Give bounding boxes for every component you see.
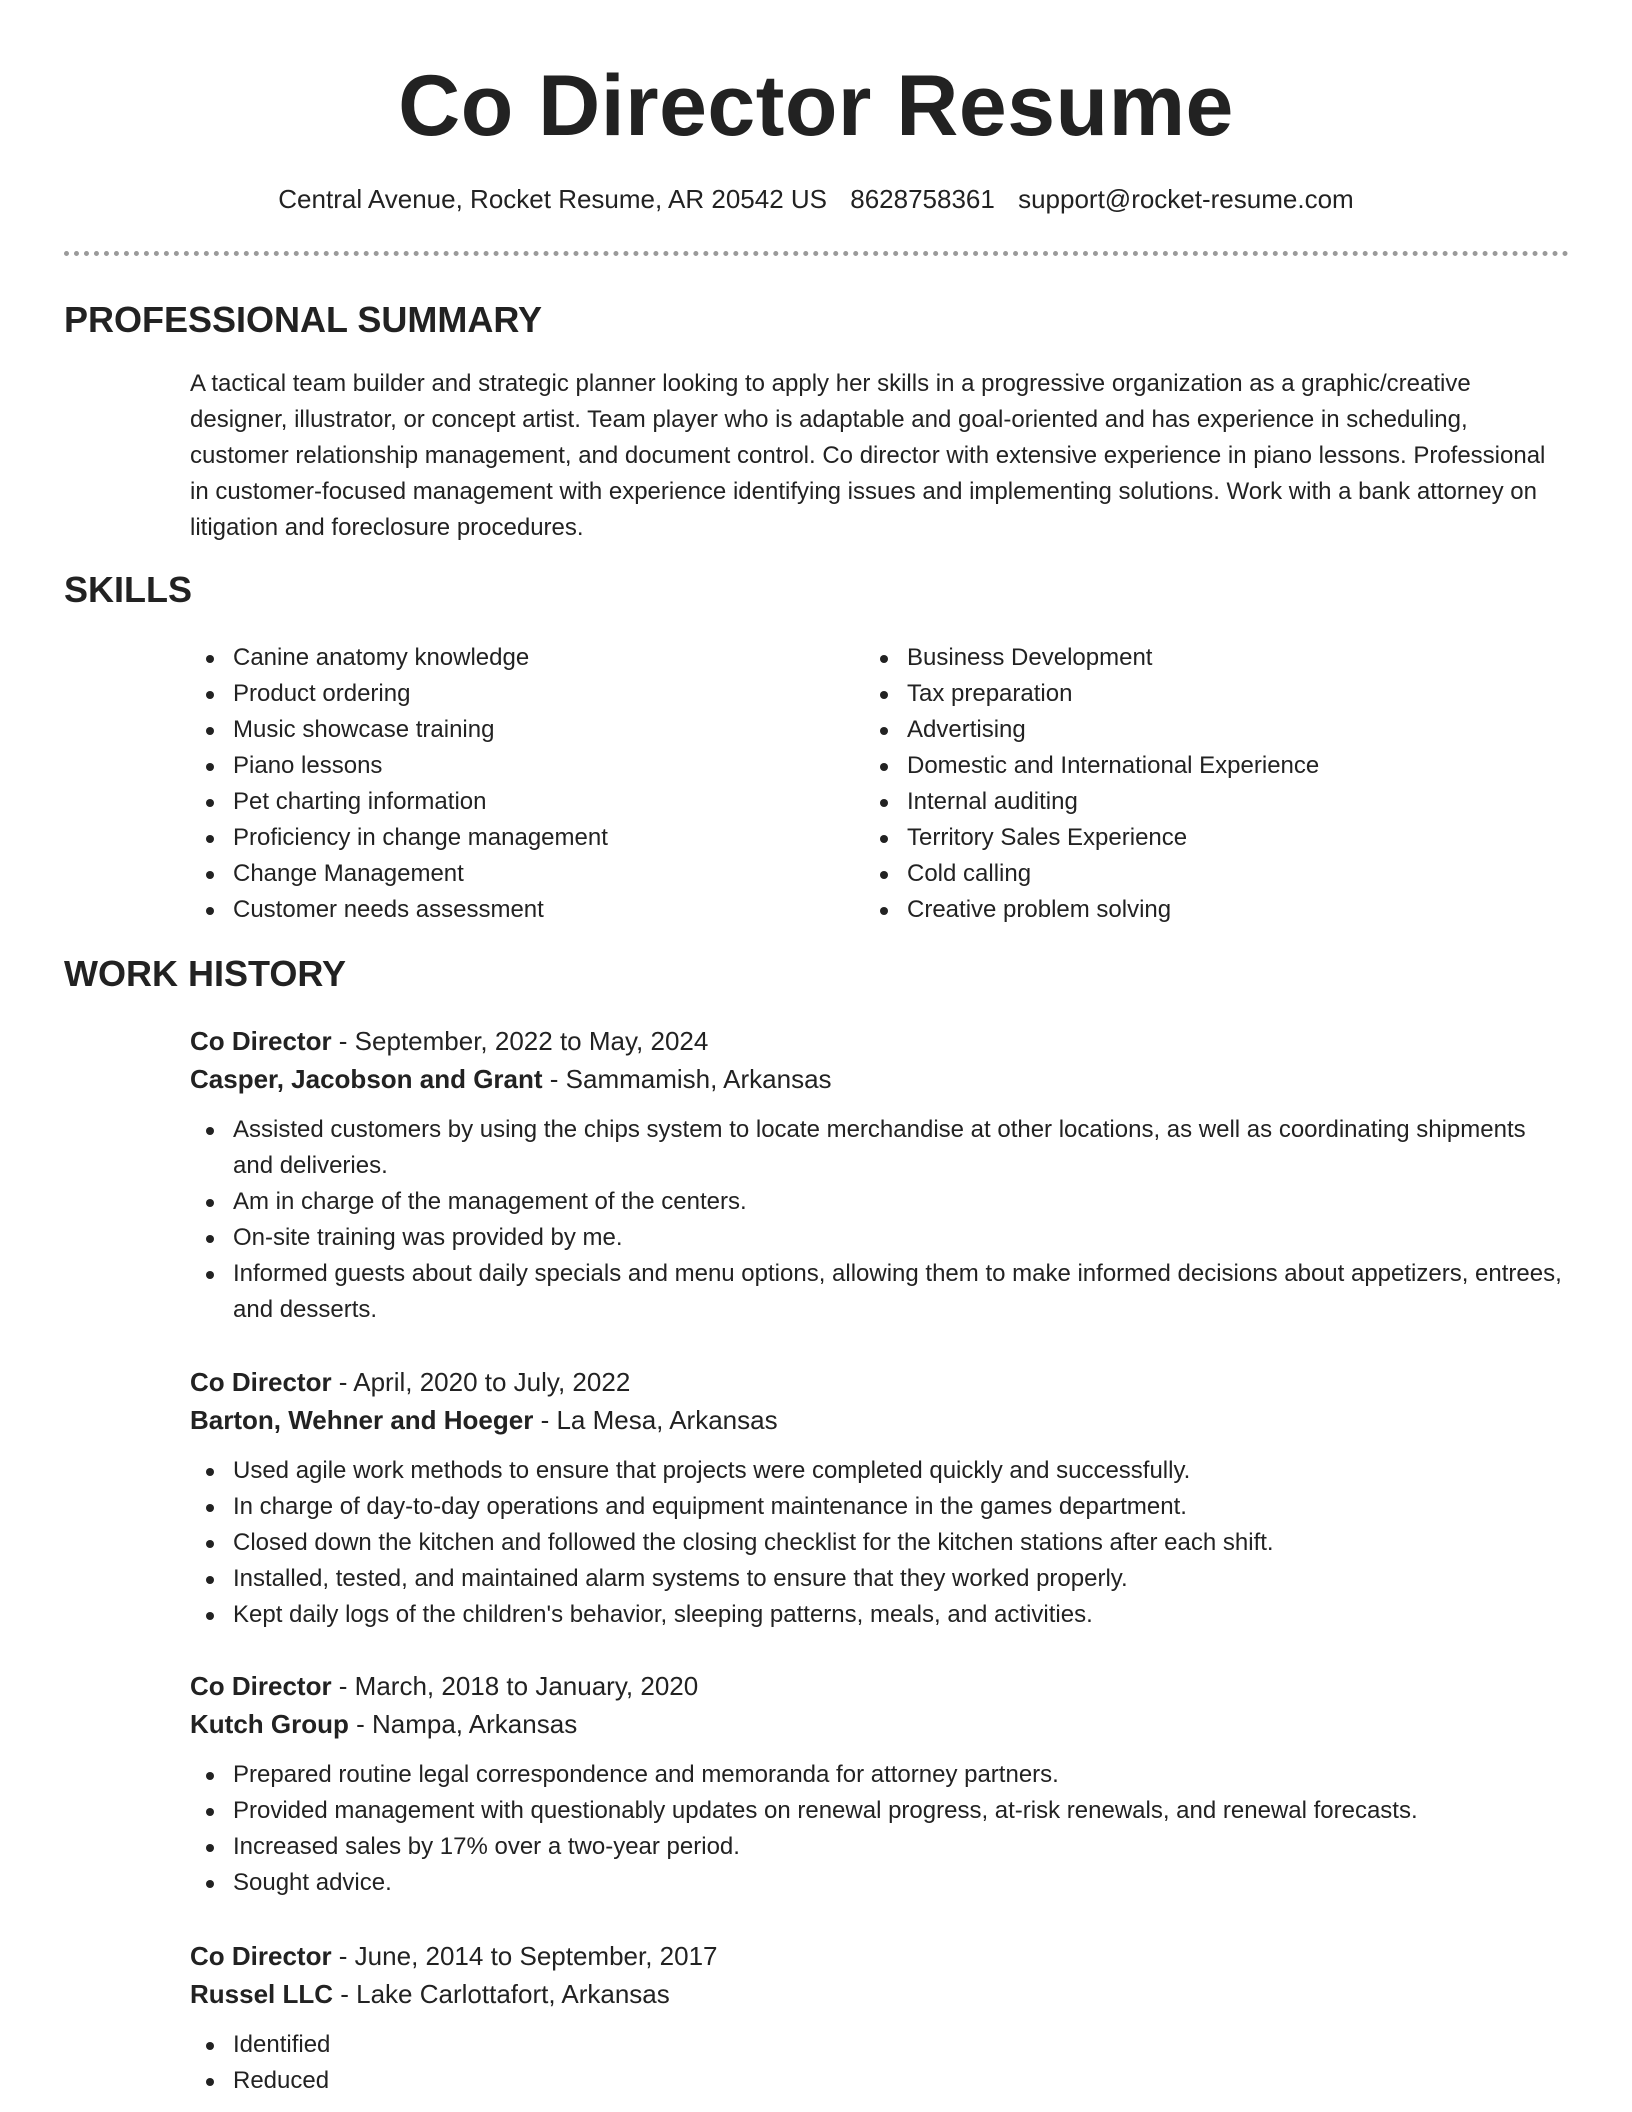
job-company-line <box>190 1705 1570 1743</box>
job-bullet: On-site training was provided by me. <box>190 1220 1570 1256</box>
job-location: - Lake Carlottafort, Arkansas <box>333 1979 670 2009</box>
work-history-heading: WORK HISTORY <box>64 953 347 994</box>
header-divider <box>64 251 1569 256</box>
job-location: - La Mesa, Arkansas <box>533 1405 778 1435</box>
job-dates: - September, 2022 to May, 2024 <box>331 1026 709 1056</box>
job-title-line <box>190 1363 1570 1401</box>
job-company: Casper, Jacobson and Grant <box>190 1064 543 1094</box>
job-company-line <box>190 1975 1570 2013</box>
job-title: Co Director <box>190 1367 332 1397</box>
job-bullet: Am in charge of the management of the centers. <box>190 1184 1570 1220</box>
skill-item: Territory Sales Experience <box>864 820 1504 856</box>
job-bullet: Used agile work methods to ensure that projects were completed quickly and successfully. <box>190 1453 1570 1489</box>
job-bullet: Prepared routine legal correspondence and memoranda for attorney partners. <box>190 1757 1570 1793</box>
job-company: Barton, Wehner and Hoeger <box>190 1405 534 1435</box>
skill-item: Piano lessons <box>190 748 830 784</box>
job-company: Kutch Group <box>190 1709 349 1739</box>
job-company-line <box>190 1401 1570 1439</box>
skill-item: Advertising <box>864 712 1504 748</box>
skill-item: Proficiency in change management <box>190 820 830 856</box>
job-bullet: Reduced <box>190 2063 1570 2099</box>
summary-heading: PROFESSIONAL SUMMARY <box>64 299 543 340</box>
skill-item: Cold calling <box>864 856 1504 892</box>
skills-list-right <box>864 640 1504 928</box>
summary-text: A tactical team builder and strategic planner looking to apply her skills in a progressive organization as a graphic/creative designer, illustrator, or concept artist. Team player who is adaptable and goal-oriented and has experience in scheduling, customer relationship management, and document control. Co director with extensive experience in piano lessons. Professional in customer-focused management with experience identifying issues and implementing solutions. Work with a bank attorney on litigation and foreclosure procedures. <box>190 370 1546 541</box>
job-bullets <box>190 1757 1570 1901</box>
job-title-line <box>190 1937 1570 1975</box>
job-title: Co Director <box>190 1671 332 1701</box>
job-bullet: Informed guests about daily specials and menu options, allowing them to make informed decisions about appetizers, entrees, and desserts. <box>190 1256 1570 1328</box>
job-dates: - June, 2014 to September, 2017 <box>331 1941 718 1971</box>
skill-item: Internal auditing <box>864 784 1504 820</box>
job-entry <box>190 1363 1570 1633</box>
skill-item: Product ordering <box>190 676 830 712</box>
job-company-line <box>190 1060 1570 1098</box>
job-title: Co Director <box>190 1026 332 1056</box>
skills-heading: SKILLS <box>64 569 193 610</box>
job-bullet: Closed down the kitchen and followed the closing checklist for the kitchen stations after each shift. <box>190 1525 1570 1561</box>
job-bullets <box>190 2027 1570 2099</box>
skill-item: Creative problem solving <box>864 892 1504 928</box>
skill-item: Canine anatomy knowledge <box>190 640 830 676</box>
skill-item: Customer needs assessment <box>190 892 830 928</box>
skill-item: Tax preparation <box>864 676 1504 712</box>
job-bullets <box>190 1112 1570 1328</box>
job-bullet: Assisted customers by using the chips system to locate merchandise at other locations, as well as coordinating shipments and deliveries. <box>190 1112 1570 1184</box>
job-dates: - March, 2018 to January, 2020 <box>331 1671 699 1701</box>
job-entry <box>190 1937 1570 2099</box>
job-entry <box>190 1022 1570 1328</box>
job-title-line <box>190 1022 1570 1060</box>
contact-phone: 8628758361 <box>850 184 995 214</box>
job-title-line <box>190 1667 1570 1705</box>
job-bullet: Provided management with questionably updates on renewal progress, at-risk renewals, and renewal forecasts. <box>190 1793 1570 1829</box>
job-entry <box>190 1667 1570 1901</box>
job-bullets <box>190 1453 1570 1633</box>
skill-item: Domestic and International Experience <box>864 748 1504 784</box>
job-bullet: Kept daily logs of the children's behavior, sleeping patterns, meals, and activities. <box>190 1597 1570 1633</box>
resume-title: Co Director Resume <box>398 58 1234 154</box>
job-dates: - April, 2020 to July, 2022 <box>331 1367 631 1397</box>
skill-item: Music showcase training <box>190 712 830 748</box>
skill-item: Pet charting information <box>190 784 830 820</box>
job-title: Co Director <box>190 1941 332 1971</box>
skills-list-left <box>190 640 830 928</box>
job-bullet: Identified <box>190 2027 1570 2063</box>
job-location: - Nampa, Arkansas <box>348 1709 578 1739</box>
job-bullet: Sought advice. <box>190 1865 1570 1901</box>
job-company: Russel LLC <box>190 1979 334 2009</box>
skill-item: Change Management <box>190 856 830 892</box>
job-bullet: Installed, tested, and maintained alarm systems to ensure that they worked properly. <box>190 1561 1570 1597</box>
skill-item: Business Development <box>864 640 1504 676</box>
contact-address: Central Avenue, Rocket Resume, AR 20542 US <box>278 184 827 214</box>
contact-email: support@rocket-resume.com <box>1018 184 1354 214</box>
contact-line <box>0 181 1632 217</box>
job-location: - Sammamish, Arkansas <box>542 1064 832 1094</box>
job-bullet: In charge of day-to-day operations and equipment maintenance in the games department. <box>190 1489 1570 1525</box>
job-bullet: Increased sales by 17% over a two-year period. <box>190 1829 1570 1865</box>
